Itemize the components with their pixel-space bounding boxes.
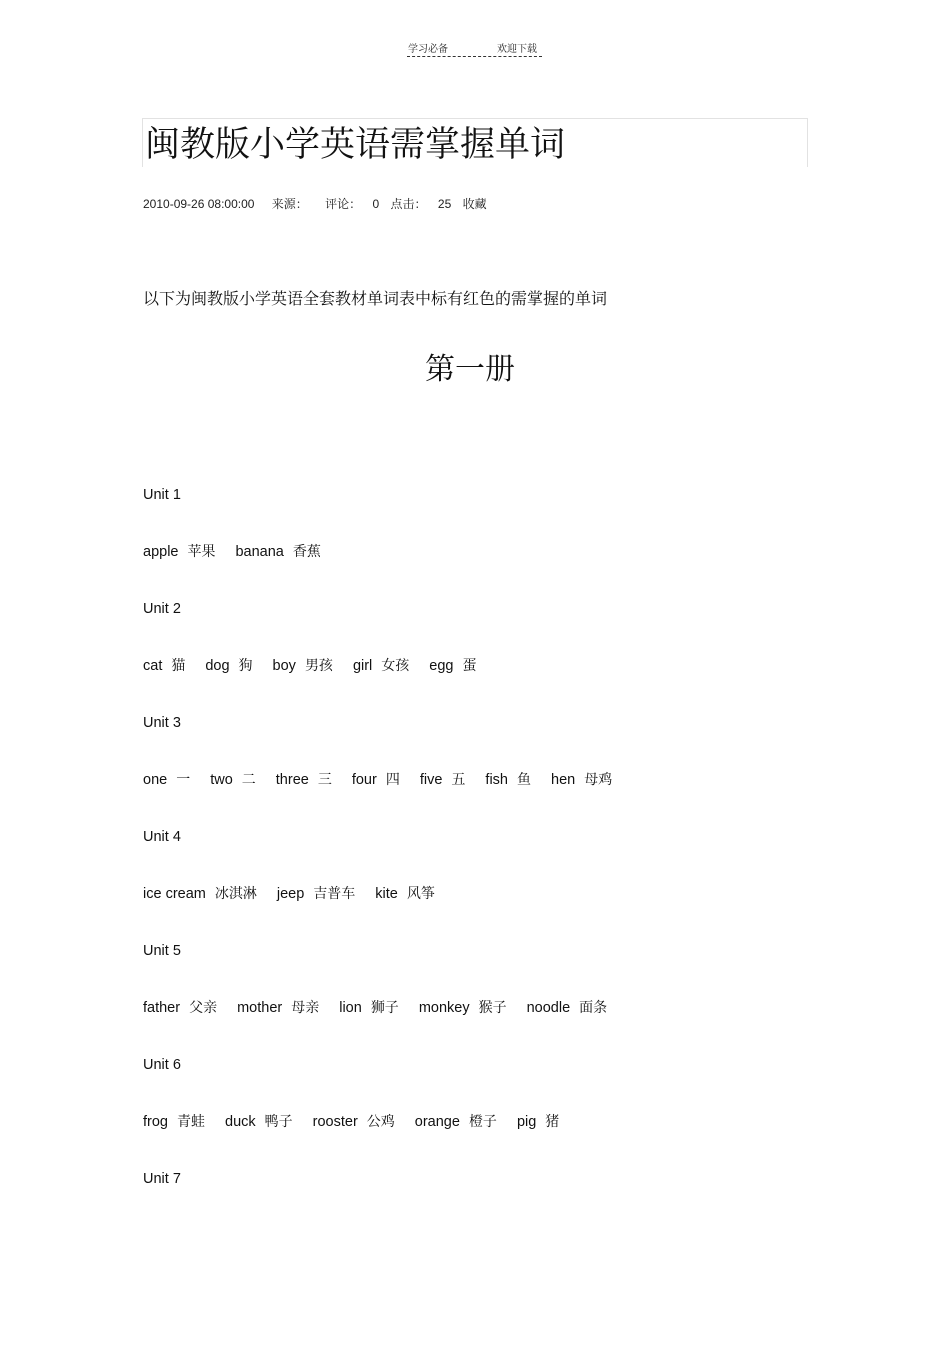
comment-count: 0 <box>372 197 380 211</box>
vocab-chinese: 鸭子 <box>264 1114 293 1130</box>
vocab-chinese: 橙子 <box>468 1114 497 1130</box>
vocab-english: kite <box>375 886 398 902</box>
click-count: 25 <box>437 197 452 211</box>
favorite-link[interactable]: 收藏 <box>462 197 487 211</box>
vocab-english: banana <box>235 544 284 560</box>
vocab-chinese: 狗 <box>238 658 253 674</box>
vocab-chinese: 二 <box>241 772 256 788</box>
vocab-chinese: 男孩 <box>304 658 333 674</box>
vocab-english: egg <box>429 658 454 674</box>
vocab-row <box>143 542 803 599</box>
vocab-english: jeep <box>276 886 305 902</box>
vocab-row <box>143 656 803 713</box>
vocab-english: rooster <box>312 1114 358 1130</box>
vocab-chinese: 蛋 <box>462 658 477 674</box>
vocab-chinese: 母鸡 <box>584 772 613 788</box>
vocab-chinese: 苹果 <box>187 544 216 560</box>
vocab-chinese: 香蕉 <box>292 544 321 560</box>
vocab-chinese: 父亲 <box>189 1000 218 1016</box>
publish-datetime: 2010-09-26 08:00:00 <box>143 197 255 211</box>
vocab-english: two <box>210 772 233 788</box>
vocab-english: girl <box>352 658 373 674</box>
vocab-english: cat <box>143 658 163 674</box>
vocab-english: frog <box>143 1114 168 1130</box>
vocab-english: hen <box>551 772 576 788</box>
title-box <box>142 118 808 167</box>
vocab-english: five <box>419 772 443 788</box>
vocab-chinese: 一 <box>176 772 191 788</box>
page-header <box>407 38 542 57</box>
vocab-english: dog <box>205 658 230 674</box>
vocab-chinese: 三 <box>317 772 332 788</box>
vocab-chinese: 风筝 <box>406 886 435 902</box>
vocab-english: fish <box>485 772 508 788</box>
unit-label: Unit 1 <box>143 487 181 503</box>
article-meta <box>143 195 501 212</box>
vocab-chinese: 面条 <box>579 1000 608 1016</box>
vocab-english: lion <box>339 1000 362 1016</box>
vocab-chinese: 青蛙 <box>177 1114 205 1130</box>
vocab-chinese: 猪 <box>545 1114 560 1130</box>
unit-list <box>143 485 803 1226</box>
vocab-english: four <box>351 772 377 788</box>
vocab-chinese: 母亲 <box>291 1000 320 1016</box>
header-left-text: 学习必备 <box>408 44 448 55</box>
volume-heading: 第一册 <box>425 352 515 387</box>
vocab-chinese: 公鸡 <box>366 1114 395 1130</box>
vocab-english: father <box>143 1000 181 1016</box>
vocab-chinese: 猴子 <box>478 1000 507 1016</box>
unit-label: Unit 3 <box>143 715 181 731</box>
header-right-text: 欢迎下载 <box>497 44 537 55</box>
unit-label: Unit 6 <box>143 1057 181 1073</box>
vocab-chinese: 吉普车 <box>313 886 356 902</box>
unit-label: Unit 7 <box>143 1171 181 1187</box>
vocab-chinese: 四 <box>385 772 400 788</box>
article-title: 闽教版小学英语需掌握单词 <box>145 125 566 165</box>
vocab-chinese: 狮子 <box>370 1000 399 1016</box>
vocab-chinese: 女孩 <box>381 658 410 674</box>
vocab-english: pig <box>516 1114 537 1130</box>
vocab-english: ice cream <box>143 886 206 902</box>
vocab-english: apple <box>143 544 179 560</box>
intro-text: 以下为闽教版小学英语全套教材单词表中标有红色的需掌握的单词 <box>143 289 608 308</box>
source-label: 来源： <box>271 197 308 211</box>
vocab-row <box>143 770 803 827</box>
vocab-english: three <box>275 772 309 788</box>
vocab-chinese: 冰淇淋 <box>214 886 257 902</box>
comment-label: 评论： <box>325 197 362 211</box>
vocab-english: monkey <box>418 1000 470 1016</box>
vocab-english: duck <box>225 1114 256 1130</box>
vocab-english: one <box>143 772 168 788</box>
vocab-english: boy <box>272 658 296 674</box>
vocab-english: mother <box>237 1000 283 1016</box>
vocab-row <box>143 884 803 941</box>
vocab-chinese: 鱼 <box>517 772 531 788</box>
vocab-row <box>143 1112 803 1169</box>
vocab-row <box>143 998 803 1055</box>
click-label: 点击： <box>390 197 427 211</box>
vocab-english: orange <box>414 1114 460 1130</box>
unit-label: Unit 5 <box>143 943 181 959</box>
vocab-english: noodle <box>526 1000 571 1016</box>
unit-label: Unit 2 <box>143 601 181 617</box>
unit-label: Unit 4 <box>143 829 181 845</box>
vocab-chinese: 猫 <box>171 658 186 674</box>
vocab-chinese: 五 <box>451 772 466 788</box>
